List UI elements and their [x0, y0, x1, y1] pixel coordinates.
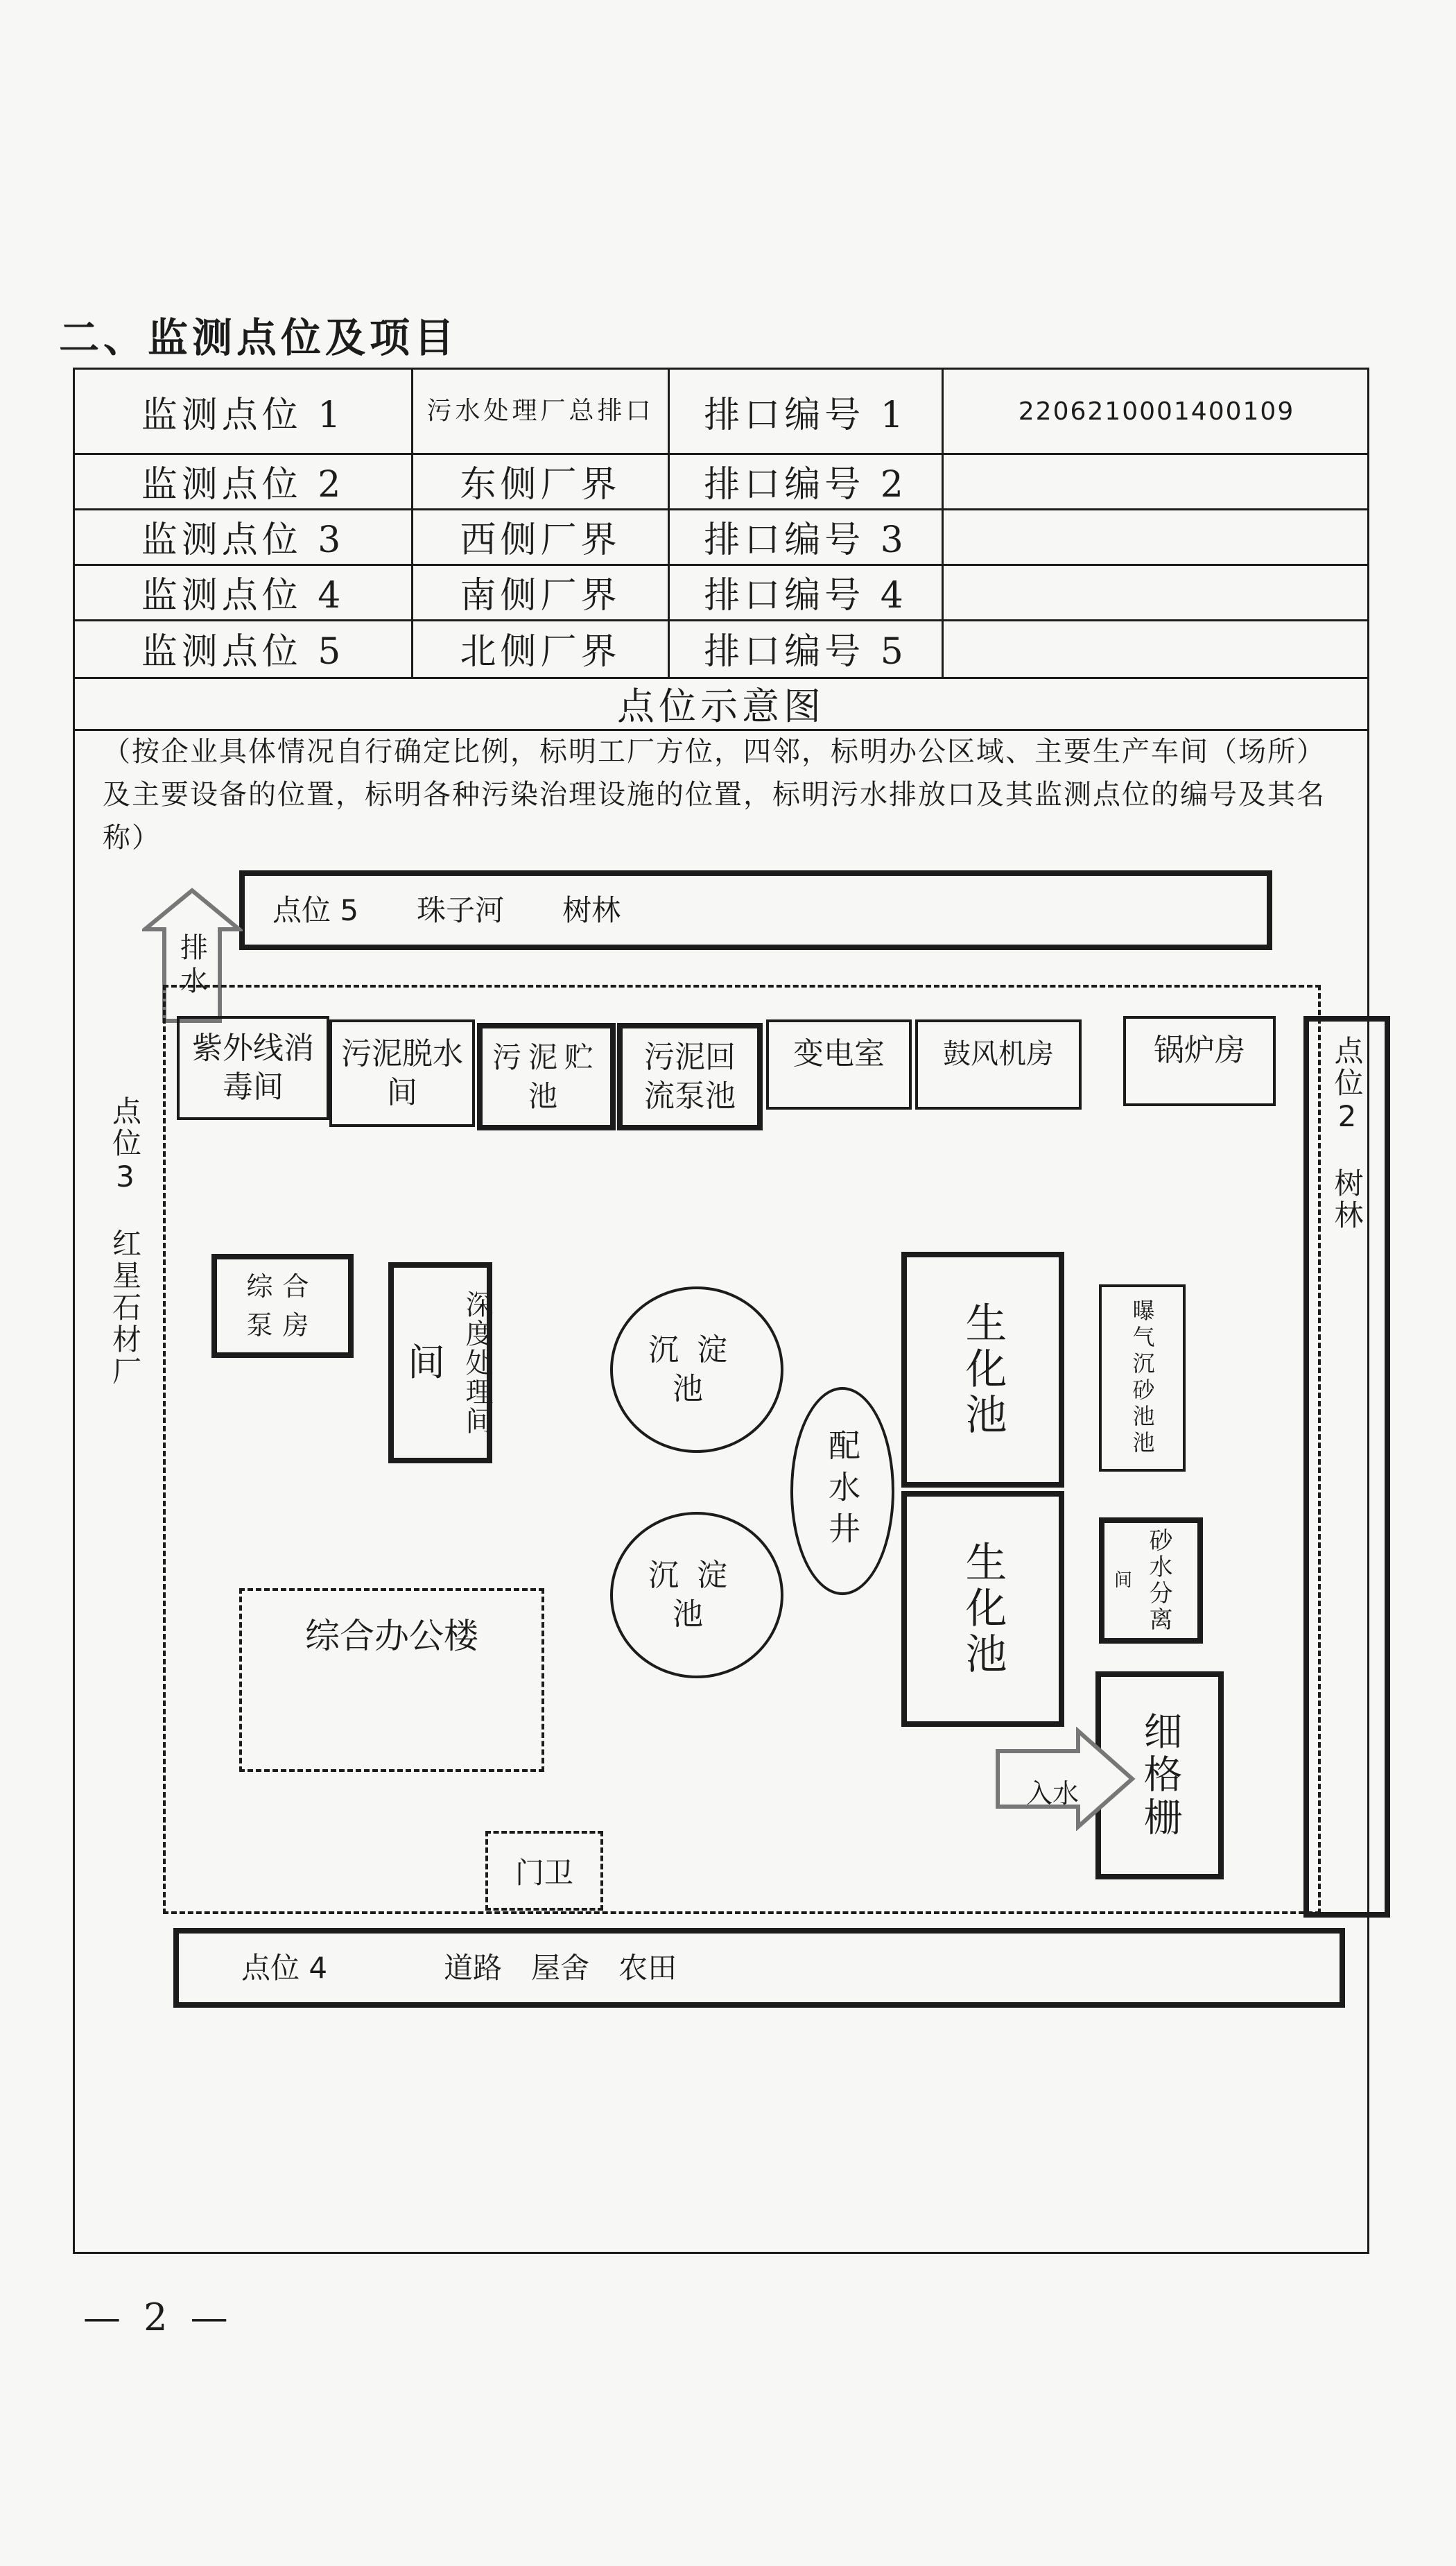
sedimentation-tank-2: 沉淀池 [610, 1512, 783, 1678]
page-number: — 2 — [83, 2296, 234, 2339]
diagram-title: 点位示意图 [617, 684, 825, 728]
outlet-number-3: 排口编号 3 [704, 519, 908, 561]
distribution-well: 配水井 [790, 1387, 894, 1595]
substation-room: 变电室 [766, 1019, 912, 1110]
monitor-point-5: 监测点位 5 [141, 631, 345, 673]
aerated-grit-chamber: 曝气沉砂池池 [1099, 1284, 1186, 1472]
boiler-room: 锅炉房 [1123, 1016, 1276, 1106]
discharge-label: 排水 [175, 933, 208, 999]
east-boundary-bar [1303, 1016, 1390, 1918]
monitor-location-3: 西侧厂界 [460, 519, 621, 561]
west-boundary-label: 点位3 红星石材厂 [108, 1096, 142, 1388]
office-building: 综合办公楼 [239, 1588, 544, 1772]
biochemical-tank-2: 生化池 [901, 1491, 1064, 1727]
advanced-treatment-label: 深度处理间 [461, 1290, 493, 1436]
sedimentation-tank-1: 沉淀池 [610, 1286, 783, 1453]
sand-water-separation-room: 间 砂水分离 [1099, 1517, 1203, 1644]
uv-disinfection-room: 紫外线消毒间 [177, 1016, 329, 1120]
outlet-number-5: 排口编号 5 [704, 631, 908, 673]
monitor-location-1: 污水处理厂总排口 [426, 397, 655, 425]
monitor-point-3: 监测点位 3 [141, 519, 345, 561]
diagram-instructions: （按企业具体情况自行确定比例，标明工厂方位，四邻，标明办公区域、主要生产车间（场所）及主要设备的位置，标明各种污染治理设施的位置，标明污水排放口及其监测点位的编号及其名称） [103, 736, 1326, 854]
outlet-number-4: 排口编号 4 [704, 574, 908, 617]
monitor-location-5: 北侧厂界 [460, 631, 621, 673]
guard-house: 门卫 [485, 1831, 603, 1911]
south-boundary-bar: 点位 4 道路 屋舍 农田 [173, 1928, 1345, 2008]
monitor-location-2: 东侧厂界 [460, 463, 621, 506]
outlet-number-1: 排口编号 1 [704, 394, 908, 436]
outlet-number-2: 排口编号 2 [704, 463, 908, 506]
monitor-point-4: 监测点位 4 [141, 574, 345, 617]
advanced-treatment-side-label: 间 [408, 1341, 445, 1384]
outlet-code-1: 2206210001400109 [1018, 397, 1295, 426]
east-boundary-label: 点位2 树林 [1330, 1035, 1364, 1232]
section-heading: 二、监测点位及项目 [59, 314, 459, 361]
sludge-return-pump-tank: 污泥回流泵池 [617, 1023, 763, 1130]
monitor-point-1: 监测点位 1 [141, 394, 345, 436]
north-boundary-bar: 点位 5 珠子河 树林 [239, 870, 1272, 950]
inflow-label: 入水 [1026, 1778, 1080, 1809]
comprehensive-pump-room: 综合泵房 [211, 1254, 354, 1358]
biochemical-tank-1: 生化池 [901, 1252, 1064, 1488]
monitor-point-2: 监测点位 2 [141, 463, 345, 506]
fine-screen: 细格栅 [1095, 1671, 1224, 1879]
sludge-storage-tank: 污泥贮池 [477, 1023, 616, 1130]
monitor-location-4: 南侧厂界 [460, 574, 621, 617]
sludge-dewatering-room: 污泥脱水间 [329, 1019, 475, 1127]
blower-room: 鼓风机房 [915, 1019, 1082, 1110]
advanced-treatment-room [388, 1262, 492, 1463]
